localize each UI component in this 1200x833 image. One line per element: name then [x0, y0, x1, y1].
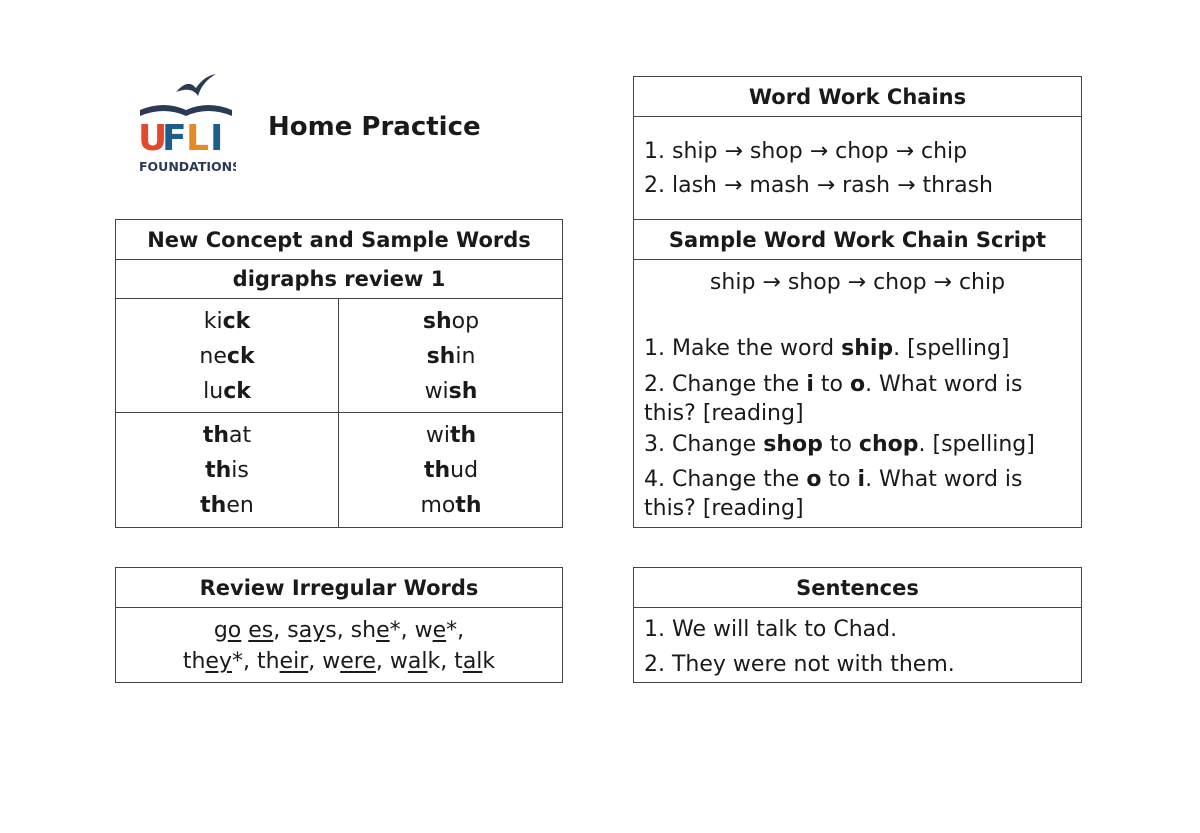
word: this: [205, 457, 249, 483]
irregular-line-1: go es, says, she*, we*,: [213, 618, 465, 643]
chains-title: Word Work Chains: [634, 77, 1081, 117]
svg-text:U: U: [138, 118, 168, 159]
script-step-3: 3. Change shop to chop. [spelling]: [644, 432, 1035, 457]
svg-text:L: L: [186, 118, 209, 159]
sentences-title: Sentences: [634, 568, 1081, 608]
word: with: [425, 422, 477, 448]
sentence-item: 2. They were not with them.: [644, 652, 955, 677]
group1-right: [340, 300, 562, 412]
word: shin: [426, 343, 476, 369]
word: kick: [203, 308, 251, 334]
word: wish: [424, 378, 478, 404]
script-title: Sample Word Work Chain Script: [634, 220, 1081, 260]
irregular-line-2: they*, their, were, walk, talk: [182, 649, 496, 674]
word: shop: [422, 308, 480, 334]
sentences-box: [633, 567, 1082, 683]
group2-right: [340, 414, 562, 526]
word: moth: [420, 492, 482, 518]
page-title: Home Practice: [268, 112, 481, 142]
sentence-item: 1. We will talk to Chad.: [644, 617, 898, 642]
svg-text:FOUNDATIONS: FOUNDATIONS: [139, 159, 236, 174]
svg-text:I: I: [210, 118, 224, 159]
word: that: [202, 422, 252, 448]
irregular-title: Review Irregular Words: [116, 568, 562, 608]
chain-script-box: [633, 219, 1082, 528]
word: then: [200, 492, 254, 518]
svg-text:F: F: [162, 118, 187, 159]
script-step-2: 2. Change the i to o. What word is this? [reading]: [644, 372, 1023, 426]
group2-left: [116, 414, 338, 526]
concept-title: New Concept and Sample Words: [116, 220, 562, 260]
chain-item: 2. lash → mash → rash → thrash: [644, 173, 993, 198]
word: luck: [203, 378, 251, 404]
group1-left: [116, 300, 338, 412]
chain-item: 1. ship → shop → chop → chip: [644, 139, 968, 164]
ufli-logo: [136, 70, 236, 180]
concept-subtitle: digraphs review 1: [116, 260, 562, 299]
column-divider: [338, 299, 339, 527]
word: neck: [199, 343, 255, 369]
word-work-chains-box: [633, 76, 1082, 220]
new-concept-table: [115, 219, 563, 528]
script-chain: ship → shop → chop → chip: [709, 270, 1006, 295]
script-step-4: 4. Change the o to i. What word is this? [reading]: [644, 467, 1023, 521]
script-step-1: 1. Make the word ship. [spelling]: [644, 336, 1010, 361]
irregular-words-box: [115, 567, 563, 683]
word: thud: [423, 457, 479, 483]
row-divider: [116, 412, 562, 413]
irregular-words: [116, 614, 562, 678]
